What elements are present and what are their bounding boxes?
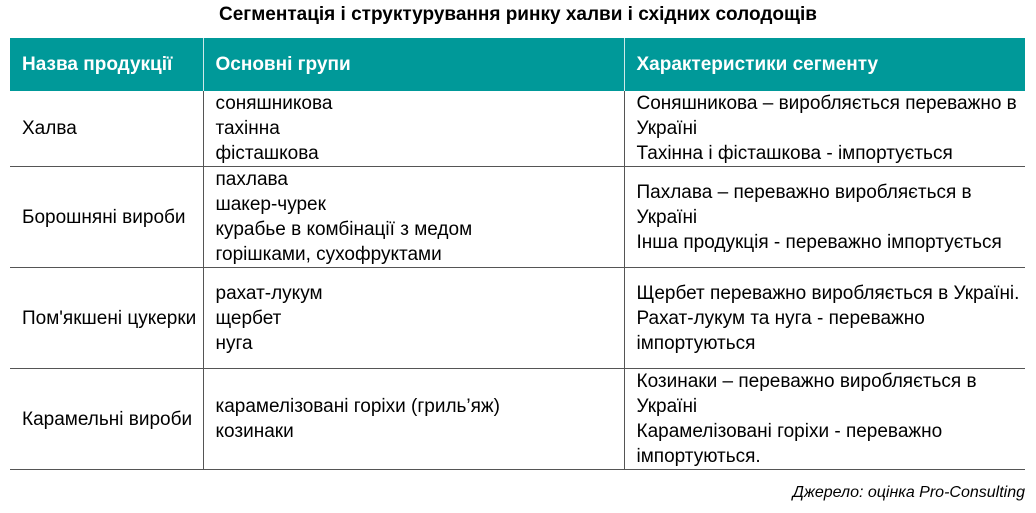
product-name-cell: Пом'якшені цукерки bbox=[10, 268, 203, 369]
table-header-row bbox=[10, 38, 1025, 91]
group-item: шакер-чурек bbox=[215, 194, 326, 215]
table-row bbox=[10, 91, 1025, 167]
group-item: фісташкова bbox=[215, 143, 319, 164]
characteristic-item: Рахат-лукум та нуга - переважно імпортуються bbox=[636, 307, 925, 354]
table-row bbox=[10, 167, 1025, 268]
characteristics-cell bbox=[624, 167, 1025, 268]
groups-cell bbox=[203, 167, 624, 268]
table-row bbox=[10, 369, 1025, 470]
characteristic-item: Козинаки – переважно виробляється в Україні bbox=[636, 371, 977, 417]
table-row bbox=[10, 268, 1025, 369]
characteristics-cell bbox=[624, 91, 1025, 167]
product-name-cell: Халва bbox=[10, 91, 203, 167]
groups-cell bbox=[203, 91, 624, 167]
group-item: пахлава bbox=[215, 169, 288, 190]
group-item: горішками, сухофруктами bbox=[215, 244, 442, 265]
group-item: козинаки bbox=[215, 421, 294, 442]
group-item: соняшникова bbox=[215, 93, 333, 114]
group-item: курабье в комбінації з медом bbox=[215, 219, 473, 240]
header-main-groups: Основні групи bbox=[203, 38, 624, 91]
groups-cell bbox=[203, 268, 624, 369]
group-item: тахінна bbox=[215, 118, 280, 139]
product-name-cell: Борошняні вироби bbox=[10, 167, 203, 268]
page-title: Сегментація і структурування ринку халви і східних солодощів bbox=[219, 4, 817, 25]
groups-cell bbox=[203, 369, 624, 470]
characteristic-item: Соняшникова – виробляється переважно в Україні bbox=[636, 93, 1017, 139]
group-item: рахат-лукум bbox=[215, 282, 323, 304]
group-item: нуга bbox=[215, 332, 253, 354]
group-item: щербет bbox=[215, 307, 282, 329]
characteristics-cell bbox=[624, 268, 1025, 369]
characteristic-item: Інша продукція - переважно імпортується bbox=[636, 231, 1002, 253]
source-note: Джерело: оцінка Pro-Consulting bbox=[792, 484, 1025, 501]
characteristics-cell bbox=[624, 369, 1025, 470]
header-characteristics: Характеристики сегменту bbox=[624, 38, 1025, 91]
product-name-cell: Карамельні вироби bbox=[10, 369, 203, 470]
header-product-name: Назва продукції bbox=[10, 38, 203, 91]
characteristic-item: Пахлава – переважно виробляється в Україні bbox=[636, 181, 972, 228]
group-item: карамелізовані горіхи (гриль’яж) bbox=[215, 396, 500, 417]
segmentation-table bbox=[10, 38, 1025, 470]
characteristic-item: Карамелізовані горіхи - переважно імпортуються. bbox=[636, 421, 943, 467]
characteristic-item: Щербет переважно виробляється в Україні. bbox=[636, 282, 1020, 304]
characteristic-item: Тахінна і фісташкова - імпортується bbox=[636, 143, 953, 164]
